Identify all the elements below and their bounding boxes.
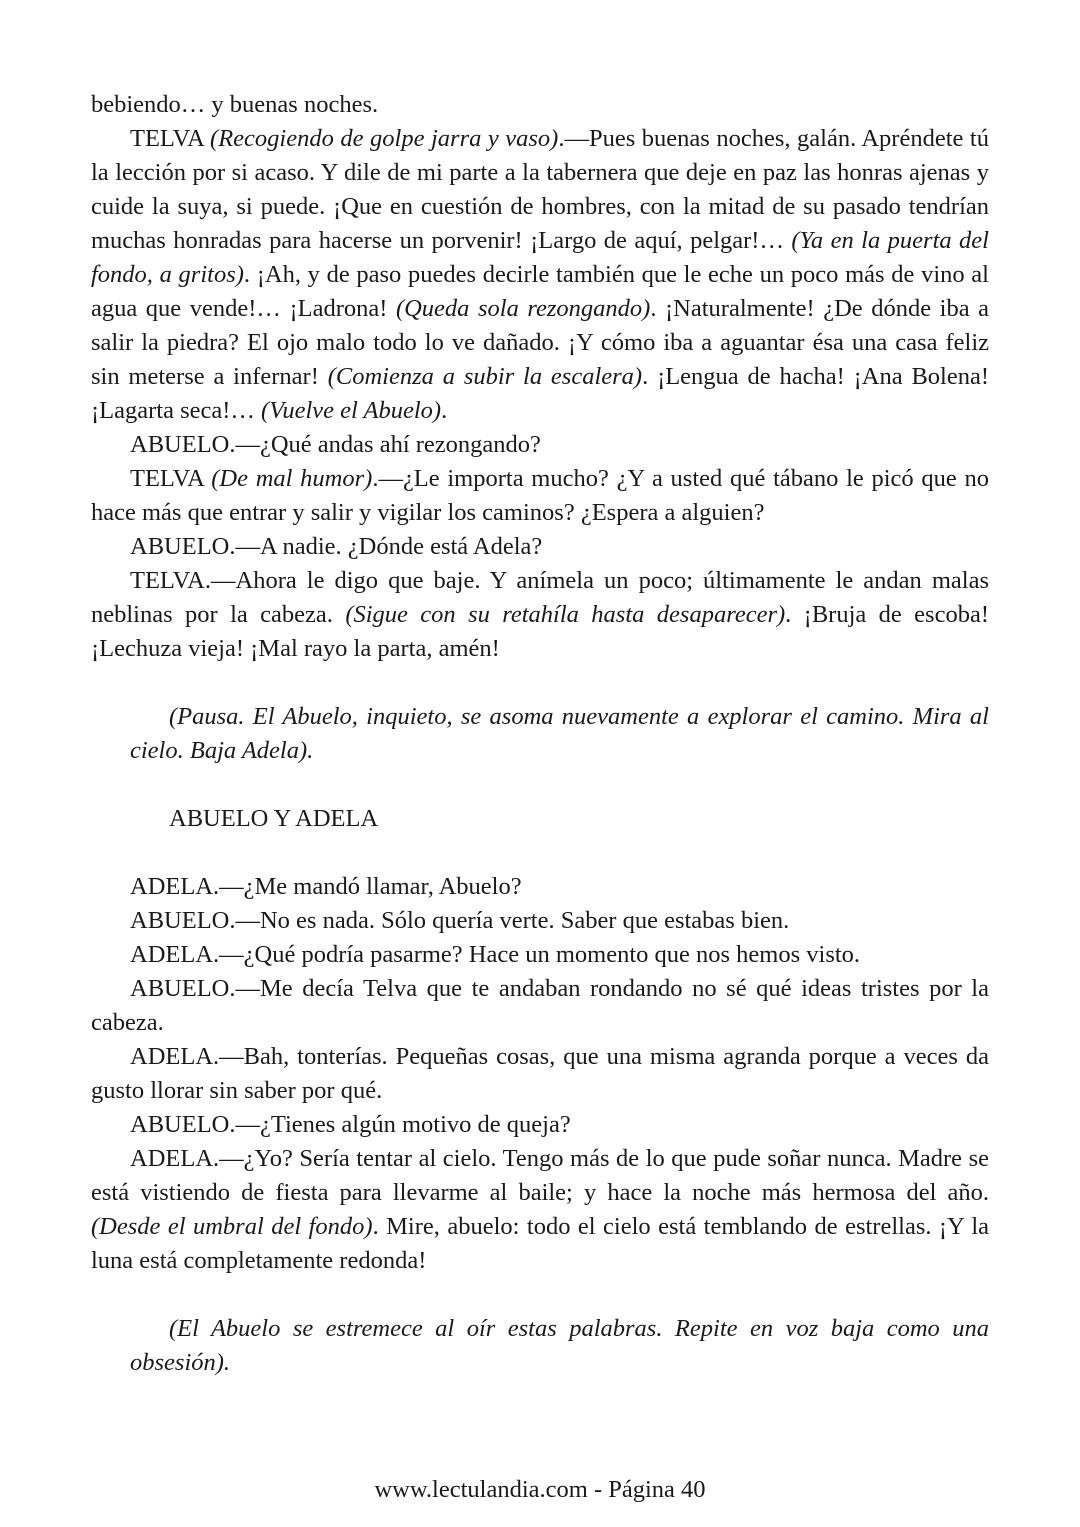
dialogue-text: bebiendo… y buenas noches. — [91, 91, 379, 118]
stage-aside: (Queda sola rezongando) — [395, 295, 651, 322]
para-abuelo-3 — [91, 904, 989, 938]
dialogue-block-top — [91, 88, 989, 666]
dialogue-text: . — [441, 397, 448, 424]
para-adela-4 — [91, 1142, 989, 1278]
page-body — [91, 88, 989, 1380]
para-abuelo-2 — [91, 530, 989, 564]
dialogue-text: ABUELO.—¿Tienes algún motivo de queja? — [130, 1111, 571, 1138]
dialogue-text: . ¡Bruja de escoba! ¡Lechuza vieja! ¡Mal rayo la parta, amén! — [91, 601, 989, 662]
dialogue-text: . Mire, abuelo: todo el cielo está temblando de estrellas. ¡Y la luna está completamente redonda! — [91, 1213, 990, 1274]
para-telva-2 — [91, 462, 989, 530]
stage-aside: (Vuelve el Abuelo) — [261, 397, 442, 424]
dialogue-text: ABUELO.—A nadie. ¿Dónde está Adela? — [130, 533, 543, 560]
para-abuelo-1 — [91, 428, 989, 462]
dialogue-text: ADELA.—Bah, tonterías. Pequeñas cosas, que una misma agranda porque a veces da gusto llorar sin saber por qué. — [91, 1043, 989, 1104]
dialogue-text: .—Pues buenas noches, galán. Apréndete tú la lección por si acaso. Y dile de mi parte a la tabernera que deje en paz las honras ajenas y cuide la suya, si puede. ¡Que en cuestión de hombres, con la mitad de su pasado tendrían muchas honradas para hacerse un porvenir! ¡Largo de aquí, pelgar!… — [91, 125, 989, 254]
dialogue-text: TELVA — [130, 465, 212, 492]
dialogue-text: TELVA — [130, 125, 211, 152]
dialogue-block-bottom — [91, 870, 989, 1278]
dialogue-text: TELVA.—Ahora le digo que baje. Y anímela un poco; últimamente le andan malas neblinas por la cabeza. — [91, 567, 989, 628]
dialogue-text: .—¿Le importa mucho? ¿Y a usted qué tábano le picó que no hace más que entrar y salir y vigilar los caminos? ¿Espera a alguien? — [91, 465, 989, 526]
dialogue-text: . ¡Ah, y de paso puedes decirle también que le eche un poco más de vino al agua que vende!… ¡Ladrona! — [91, 261, 989, 322]
dialogue-text: ADELA.—¿Yo? Sería tentar al cielo. Tengo más de lo que pude soñar nunca. Madre se está vistiendo de fiesta para llevarme al baile; y hace la noche más hermosa del año. — [91, 1145, 989, 1206]
dialogue-text: ADELA.—¿Me mandó llamar, Abuelo? — [130, 873, 522, 900]
para-continuation — [91, 88, 989, 122]
stage-aside: (Sigue con su retahíla hasta desaparecer) — [345, 601, 786, 628]
dialogue-text: ABUELO.—¿Qué andas ahí rezongando? — [130, 431, 541, 458]
stage-aside: (Comienza a subir la escalera) — [327, 363, 643, 390]
stage-direction: (Pausa. El Abuelo, inquieto, se asoma nuevamente a explorar el camino. Mira al cielo. Baja Adela). — [130, 703, 989, 764]
para-abuelo-4 — [91, 972, 989, 1040]
dialogue-text: ABUELO.—Me decía Telva que te andaban rondando no sé qué ideas tristes por la cabeza. — [91, 975, 989, 1036]
para-adela-1 — [91, 870, 989, 904]
page-footer: www.lectulandia.com - Página 40 — [374, 1476, 706, 1503]
stage-direction: (El Abuelo se estremece al oír estas palabras. Repite en voz baja como una obsesión). — [130, 1315, 989, 1376]
dialogue-text: . ¡Naturalmente! ¿De dónde iba a salir la piedra? El ojo malo todo lo ve dañado. ¡Y cómo iba a aguantar ésa una casa feliz sin meterse a infernar! — [91, 295, 989, 390]
para-telva-3 — [91, 564, 989, 666]
scene-heading: ABUELO Y ADELA — [169, 805, 379, 832]
dialogue-text: ABUELO.—No es nada. Sólo quería verte. Saber que estabas bien. — [130, 907, 790, 934]
stage-aside: (Ya en la puerta del fondo, a gritos) — [91, 227, 989, 288]
para-adela-3 — [91, 1040, 989, 1108]
para-telva-1 — [91, 122, 989, 428]
dialogue-text: . ¡Lengua de hacha! ¡Ana Bolena! ¡Lagarta seca!… — [91, 363, 989, 424]
para-adela-2 — [91, 938, 989, 972]
stage-aside: (Recogiendo de golpe jarra y vaso) — [210, 125, 559, 152]
dialogue-text: ADELA.—¿Qué podría pasarme? Hace un momento que nos hemos visto. — [130, 941, 861, 968]
stage-aside: (Desde el umbral del fondo) — [91, 1213, 373, 1240]
stage-aside: (De mal humor) — [211, 465, 373, 492]
para-abuelo-5 — [91, 1108, 989, 1142]
